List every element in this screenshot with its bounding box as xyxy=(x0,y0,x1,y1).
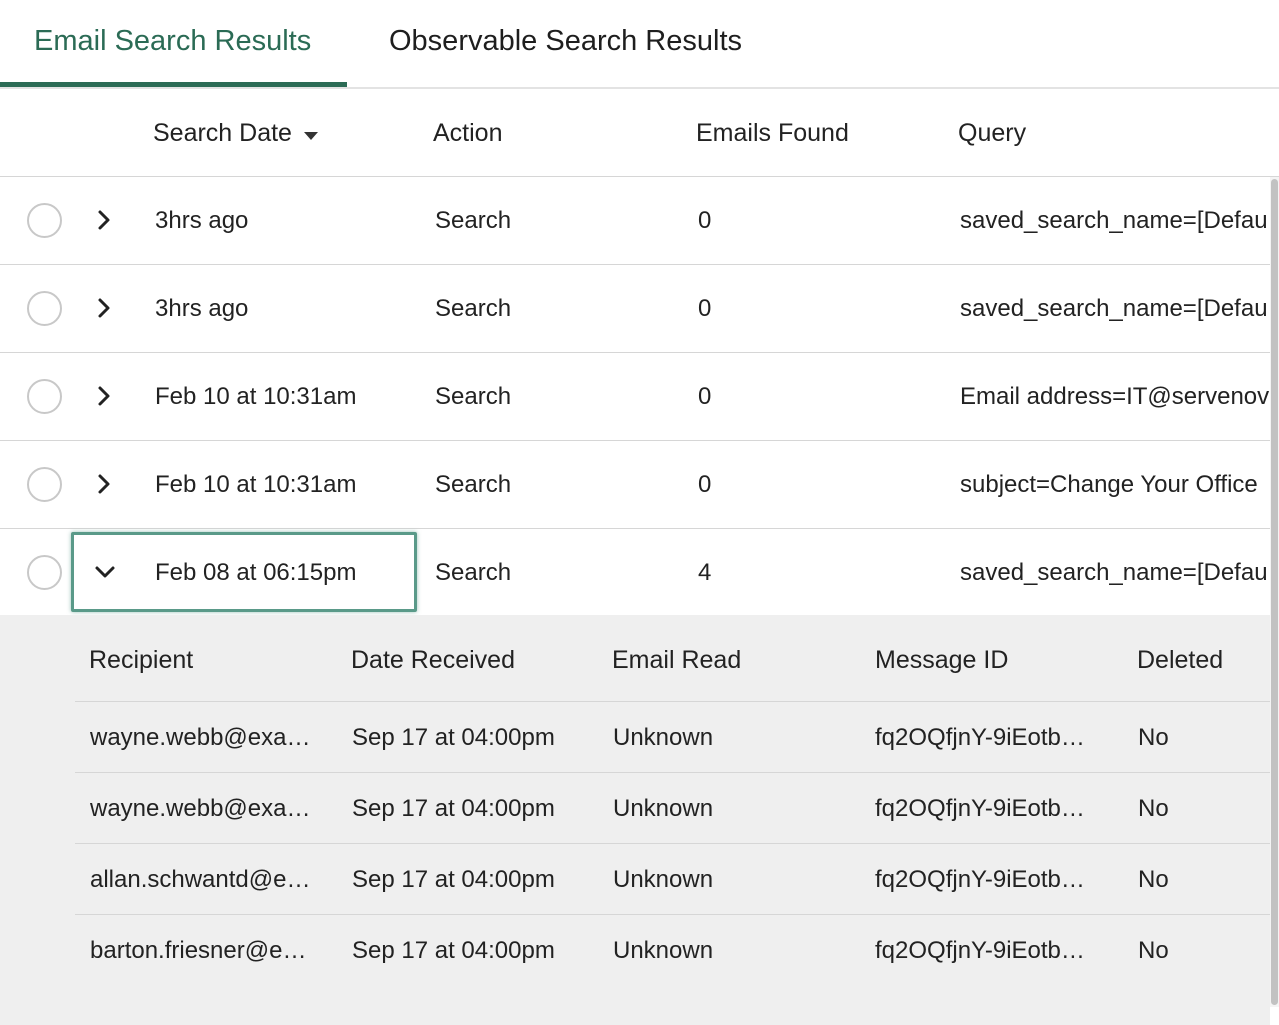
cell-recipient: allan.schwantd@e… xyxy=(90,866,311,893)
column-header-query[interactable]: Query xyxy=(958,119,1027,147)
table-row[interactable] xyxy=(0,353,1270,441)
column-header-date-received[interactable]: Date Received xyxy=(351,646,515,674)
row-search-date: Feb 10 at 10:31am xyxy=(155,471,357,498)
chevron-right-icon[interactable] xyxy=(90,205,120,235)
table-header xyxy=(0,89,1279,177)
cell-deleted: No xyxy=(1138,795,1169,822)
cell-email-read: Unknown xyxy=(613,724,714,751)
column-header-emails-found[interactable]: Emails Found xyxy=(696,119,849,147)
row-action: Search xyxy=(435,383,512,410)
cell-date-received: Sep 17 at 04:00pm xyxy=(352,866,555,893)
radio-icon[interactable] xyxy=(27,555,62,590)
cell-email-read: Unknown xyxy=(613,866,714,893)
cell-message-id: fq2OQfjnY-9iEotb… xyxy=(875,724,1085,751)
cell-deleted: No xyxy=(1138,866,1169,893)
radio-icon[interactable] xyxy=(27,467,62,502)
column-header-message-id[interactable]: Message ID xyxy=(875,646,1009,674)
column-header-action[interactable]: Action xyxy=(433,119,503,147)
radio-icon[interactable] xyxy=(27,291,62,326)
cell-email-read: Unknown xyxy=(613,795,714,822)
column-header-search-date-label: Search Date xyxy=(153,119,292,147)
row-emails-found: 0 xyxy=(698,295,712,322)
cell-message-id: fq2OQfjnY-9iEotb… xyxy=(875,795,1085,822)
cell-deleted: No xyxy=(1138,937,1169,964)
cell-recipient: wayne.webb@exa… xyxy=(90,724,311,751)
table-row[interactable] xyxy=(0,177,1270,265)
cell-message-id: fq2OQfjnY-9iEotb… xyxy=(875,866,1085,893)
cell-recipient: wayne.webb@exa… xyxy=(90,795,311,822)
row-emails-found: 0 xyxy=(698,471,712,498)
scrollbar-thumb[interactable] xyxy=(1271,179,1278,1005)
chevron-right-icon[interactable] xyxy=(90,381,120,411)
subtable-header xyxy=(75,615,1270,702)
cell-deleted: No xyxy=(1138,724,1169,751)
cell-recipient: barton.friesner@e… xyxy=(90,937,307,964)
cell-message-id: fq2OQfjnY-9iEotb… xyxy=(875,937,1085,964)
row-action: Search xyxy=(435,559,512,586)
row-emails-found: 0 xyxy=(698,207,712,234)
table-row[interactable] xyxy=(0,441,1270,529)
caret-down-icon xyxy=(304,132,318,140)
row-emails-found: 4 xyxy=(698,559,712,586)
table-row[interactable] xyxy=(0,265,1270,353)
row-query: saved_search_name=[Defau xyxy=(960,295,1268,322)
cell-date-received: Sep 17 at 04:00pm xyxy=(352,937,555,964)
chevron-right-icon[interactable] xyxy=(90,293,120,323)
cell-date-received: Sep 17 at 04:00pm xyxy=(352,795,555,822)
email-results-subtable xyxy=(75,615,1270,986)
row-search-date: Feb 10 at 10:31am xyxy=(155,383,357,410)
tab-bar xyxy=(0,0,1279,89)
subtable-row[interactable] xyxy=(75,702,1270,773)
cell-email-read: Unknown xyxy=(613,937,714,964)
column-header-search-date[interactable] xyxy=(153,89,318,177)
vertical-scrollbar[interactable] xyxy=(1270,177,1279,1007)
tab-observable-search-results[interactable]: Observable Search Results xyxy=(389,25,742,57)
row-query: saved_search_name=[Defau xyxy=(960,559,1268,586)
table-row-expanded[interactable] xyxy=(0,529,1270,617)
row-action: Search xyxy=(435,207,512,234)
radio-icon[interactable] xyxy=(27,379,62,414)
chevron-down-icon[interactable] xyxy=(90,557,120,587)
subtable-row[interactable] xyxy=(75,915,1270,986)
row-search-date: Feb 08 at 06:15pm xyxy=(155,559,357,586)
expanded-detail-panel xyxy=(0,615,1270,1025)
row-query: subject=Change Your Office xyxy=(960,471,1258,498)
row-query: Email address=IT@servenov xyxy=(960,383,1270,410)
row-query: saved_search_name=[Defau xyxy=(960,207,1268,234)
row-emails-found: 0 xyxy=(698,383,712,410)
column-header-deleted[interactable]: Deleted xyxy=(1137,646,1224,674)
column-header-email-read[interactable]: Email Read xyxy=(612,646,742,674)
subtable-row[interactable] xyxy=(75,844,1270,915)
search-results-table xyxy=(0,177,1270,617)
row-search-date: 3hrs ago xyxy=(155,295,249,322)
row-action: Search xyxy=(435,471,512,498)
tab-email-search-results[interactable]: Email Search Results xyxy=(0,0,347,87)
subtable-row[interactable] xyxy=(75,773,1270,844)
cell-date-received: Sep 17 at 04:00pm xyxy=(352,724,555,751)
radio-icon[interactable] xyxy=(27,203,62,238)
column-header-recipient[interactable]: Recipient xyxy=(89,646,194,674)
chevron-right-icon[interactable] xyxy=(90,469,120,499)
row-search-date: 3hrs ago xyxy=(155,207,249,234)
row-action: Search xyxy=(435,295,512,322)
